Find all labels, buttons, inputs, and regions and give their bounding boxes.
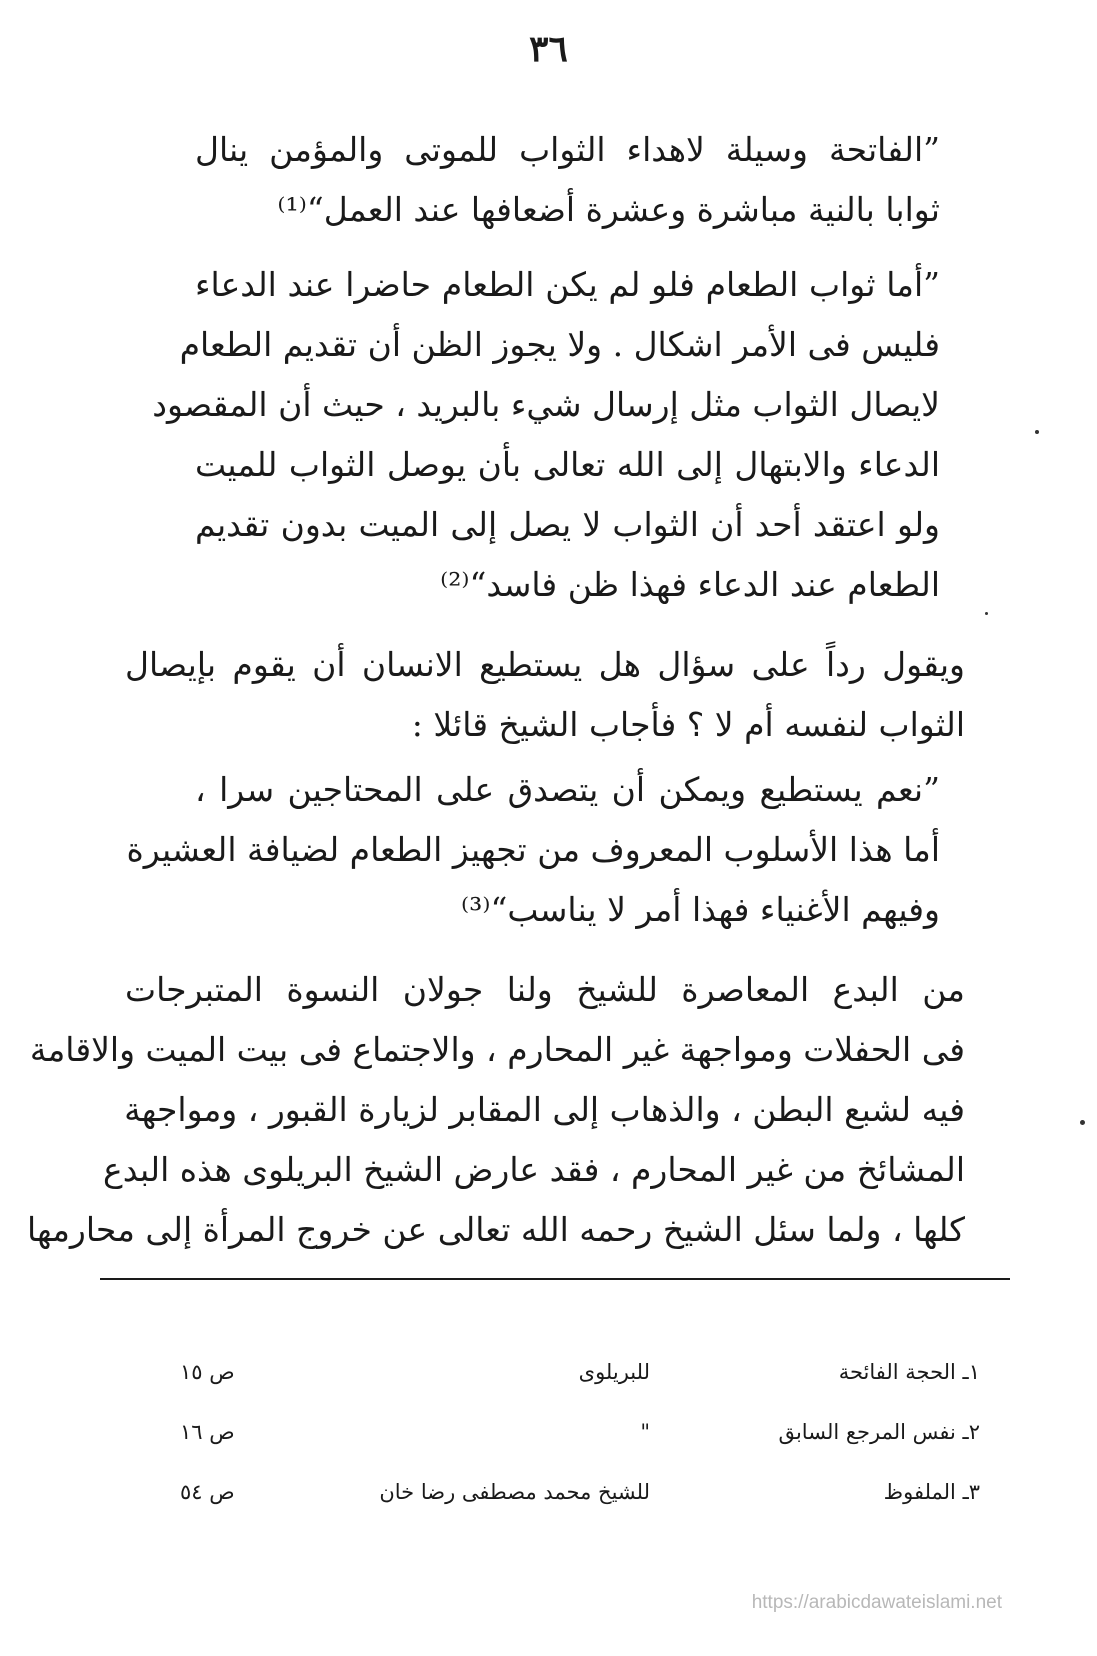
text-line: فليس فى الأمر اشكال . ولا يجوز الظن أن تقديم الطعام xyxy=(179,325,940,364)
text-line: كلها ، ولما سئل الشيخ رحمه الله تعالى عن خروج المرأة إلى محارمها xyxy=(26,1210,965,1249)
text-line: وفيهم الأغنياء فهذا أمر لا يناسب“⁽³⁾ xyxy=(461,890,940,929)
text-line: ”الفاتحة وسيلة لاهداء الثواب للموتى والمؤمن ينال xyxy=(195,130,940,169)
text-line: المشائخ من غير المحارم ، فقد عارض الشيخ البريلوى هذه البدع xyxy=(103,1150,965,1189)
body-paragraph-2 xyxy=(26,960,965,1260)
text-line: فيه لشبع البطن ، والذهاب إلى المقابر لزيارة القبور ، ومواجهة xyxy=(124,1090,965,1129)
text-line: فى الحفلات ومواجهة غير المحارم ، والاجتماع فى بيت الميت والاقامة xyxy=(29,1030,965,1069)
text-line: ولو اعتقد أحد أن الثواب لا يصل إلى الميت بدون تقديم xyxy=(195,505,940,544)
footnote-page: ص ١٥ xyxy=(180,1360,235,1384)
footnote-divider xyxy=(100,1278,1010,1280)
scan-speck xyxy=(1080,1120,1085,1125)
text-line: الثواب لنفسه أم لا ؟ فأجاب الشيخ قائلا : xyxy=(411,705,965,744)
body-paragraph-1 xyxy=(125,635,965,755)
footnote-3 xyxy=(150,1480,980,1520)
text-line: لايصال الثواب مثل إرسال شيء بالبريد ، حيث أن المقصود xyxy=(152,385,940,424)
watermark-url: https://arabicdawateislami.net xyxy=(751,1592,1002,1613)
text-line: أما هذا الأسلوب المعروف من تجهيز الطعام لضيافة العشيرة xyxy=(126,830,940,869)
text-line: ”نعم يستطيع ويمكن أن يتصدق على المحتاجين سرا ، xyxy=(195,770,940,809)
footnote-reference: ١ـ الحجة الفائحة xyxy=(838,1360,980,1384)
text-line: ”أما ثواب الطعام فلو لم يكن الطعام حاضرا عند الدعاء xyxy=(195,265,940,304)
quote-block-3 xyxy=(126,760,940,940)
scan-speck xyxy=(985,612,988,615)
footnote-2 xyxy=(150,1420,980,1460)
footnote-page: ص ٥٤ xyxy=(180,1480,235,1504)
footnote-page: ص ١٦ xyxy=(180,1420,235,1444)
footnote-author: للبريلوى xyxy=(578,1360,650,1384)
footnote-reference: ٢ـ نفس المرجع السابق xyxy=(778,1420,980,1444)
scan-speck xyxy=(1035,430,1039,434)
footnote-author: " xyxy=(640,1420,650,1444)
text-line: من البدع المعاصرة للشيخ ولنا جولان النسوة المتبرجات xyxy=(125,970,965,1009)
text-line: الطعام عند الدعاء فهذا ظن فاسد“⁽²⁾ xyxy=(440,565,940,604)
quote-block-1 xyxy=(195,120,940,240)
footnote-reference: ٣ـ الملفوظ xyxy=(883,1480,980,1504)
footnote-author: للشيخ محمد مصطفى رضا خان xyxy=(379,1480,650,1504)
page-number: ٣٦ xyxy=(529,28,568,70)
text-line: ثوابا بالنية مباشرة وعشرة أضعافها عند العمل“⁽¹⁾ xyxy=(277,190,940,229)
quote-block-2 xyxy=(152,255,940,615)
footnote-1 xyxy=(150,1360,980,1400)
text-line: ويقول رداً على سؤال هل يستطيع الانسان أن يقوم بإيصال xyxy=(125,645,965,684)
text-line: الدعاء والابتهال إلى الله تعالى بأن يوصل الثواب للميت xyxy=(195,445,940,484)
